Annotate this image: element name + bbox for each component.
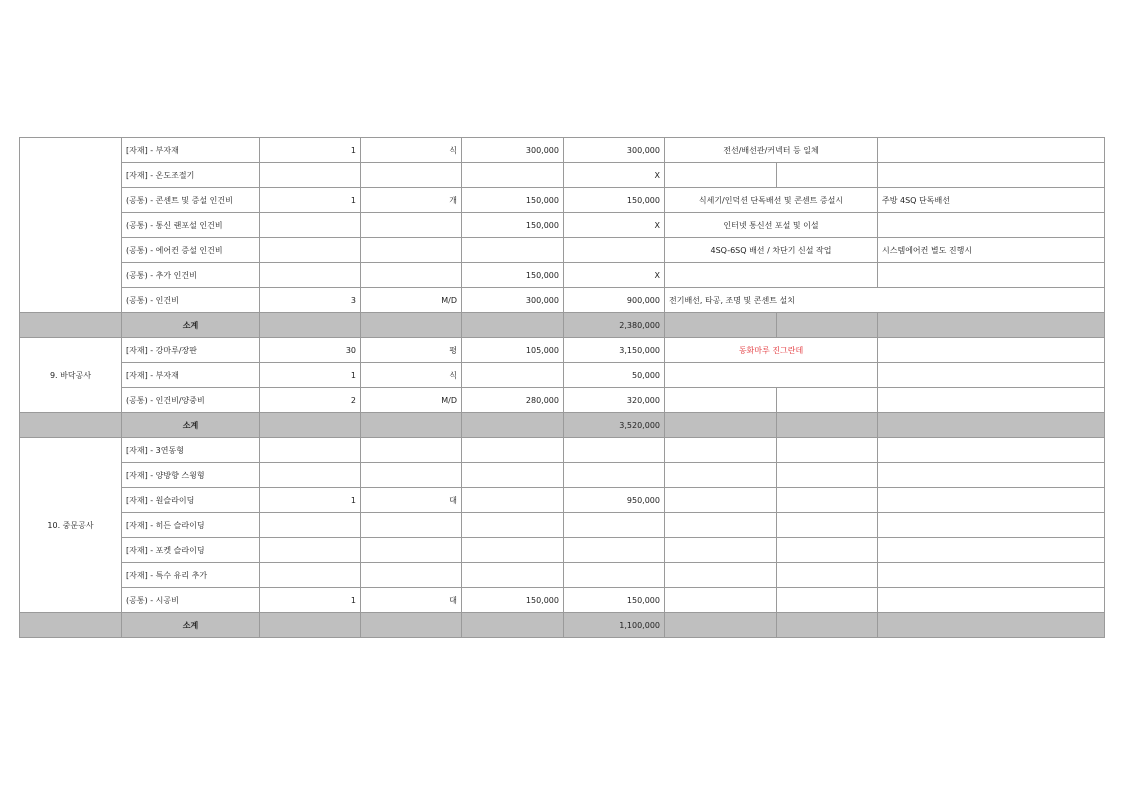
subtotal-blank-cell	[878, 313, 1105, 338]
subtotal-blank-cell	[665, 613, 777, 638]
amount-cell	[564, 238, 665, 263]
note-extra-cell	[777, 538, 878, 563]
unit-cell: 개	[361, 188, 462, 213]
note-extra-cell	[777, 513, 878, 538]
table-row	[20, 238, 1105, 263]
item-cell: [자재] - 양방향 스윙형	[122, 463, 260, 488]
qty-cell	[260, 263, 361, 288]
unit-cell	[361, 213, 462, 238]
note-cell	[665, 463, 777, 488]
amount-cell: 150,000	[564, 588, 665, 613]
unit-cell: 식	[361, 363, 462, 388]
unit-cell: 대	[361, 588, 462, 613]
remark-cell	[878, 438, 1105, 463]
note-cell	[665, 263, 878, 288]
qty-cell	[260, 438, 361, 463]
note-cell	[665, 588, 777, 613]
item-cell: (공통) - 인건비/양중비	[122, 388, 260, 413]
price-cell	[462, 563, 564, 588]
subtotal-blank-cell	[878, 613, 1105, 638]
remark-cell	[878, 588, 1105, 613]
unit-cell	[361, 513, 462, 538]
section-name-cell: 10. 중문공사	[20, 438, 122, 613]
note-cell	[665, 563, 777, 588]
table-row	[20, 463, 1105, 488]
item-cell: [자재] - 온도조절기	[122, 163, 260, 188]
qty-cell	[260, 513, 361, 538]
amount-cell: 50,000	[564, 363, 665, 388]
item-cell: [자재] - 포켓 슬라이딩	[122, 538, 260, 563]
subtotal-label: 소계	[122, 313, 260, 338]
amount-cell: 320,000	[564, 388, 665, 413]
subtotal-blank-cell	[260, 613, 361, 638]
subtotal-blank-cell	[361, 613, 462, 638]
amount-cell: 300,000	[564, 138, 665, 163]
remark-cell	[878, 213, 1105, 238]
subtotal-row	[20, 313, 1105, 338]
price-cell	[462, 538, 564, 563]
price-cell: 150,000	[462, 263, 564, 288]
price-cell	[462, 363, 564, 388]
subtotal-blank-cell	[777, 413, 878, 438]
price-cell: 300,000	[462, 288, 564, 313]
unit-cell: 식	[361, 138, 462, 163]
amount-cell	[564, 463, 665, 488]
note-extra-cell	[777, 463, 878, 488]
note-extra-cell	[777, 588, 878, 613]
qty-cell	[260, 213, 361, 238]
price-cell: 150,000	[462, 588, 564, 613]
item-cell: [자재] - 특수 유리 추가	[122, 563, 260, 588]
price-cell	[462, 488, 564, 513]
note-extra-cell	[777, 488, 878, 513]
subtotal-blank-cell	[462, 313, 564, 338]
note-extra-cell	[777, 438, 878, 463]
subtotal-amount: 1,100,000	[564, 613, 665, 638]
unit-cell	[361, 563, 462, 588]
remark-cell	[878, 388, 1105, 413]
table-row	[20, 213, 1105, 238]
price-cell	[462, 513, 564, 538]
note-cell	[665, 438, 777, 463]
item-cell: [자재] - 강마루/장판	[122, 338, 260, 363]
table-row	[20, 338, 1105, 363]
qty-cell: 2	[260, 388, 361, 413]
subtotal-blank-cell	[20, 613, 122, 638]
note-cell: 식세기/인덕션 단독배선 및 콘센트 증설시	[665, 188, 878, 213]
remark-cell	[878, 463, 1105, 488]
note-cell: 4SQ-6SQ 배선 / 차단기 신설 작업	[665, 238, 878, 263]
subtotal-blank-cell	[462, 413, 564, 438]
item-cell: (공통) - 인건비	[122, 288, 260, 313]
subtotal-blank-cell	[878, 413, 1105, 438]
section-name-cell	[20, 138, 122, 313]
amount-cell: 950,000	[564, 488, 665, 513]
note-extra-cell	[777, 163, 878, 188]
note-cell: 동화마루 진그란데	[665, 338, 878, 363]
note-cell	[665, 513, 777, 538]
table-row	[20, 538, 1105, 563]
item-cell: [자재] - 원슬라이딩	[122, 488, 260, 513]
price-cell: 300,000	[462, 138, 564, 163]
item-cell: (공통) - 에어컨 증설 인건비	[122, 238, 260, 263]
amount-cell: 150,000	[564, 188, 665, 213]
item-cell: (공통) - 추가 인건비	[122, 263, 260, 288]
subtotal-blank-cell	[260, 313, 361, 338]
qty-cell: 30	[260, 338, 361, 363]
subtotal-blank-cell	[361, 313, 462, 338]
remark-cell	[878, 538, 1105, 563]
remark-cell	[878, 263, 1105, 288]
subtotal-blank-cell	[462, 613, 564, 638]
price-cell: 150,000	[462, 213, 564, 238]
item-cell: [자재] - 부자재	[122, 363, 260, 388]
amount-cell	[564, 513, 665, 538]
qty-cell	[260, 563, 361, 588]
subtotal-blank-cell	[260, 413, 361, 438]
amount-cell	[564, 438, 665, 463]
qty-cell: 1	[260, 188, 361, 213]
amount-cell	[564, 538, 665, 563]
subtotal-amount: 3,520,000	[564, 413, 665, 438]
item-cell: [자재] - 3연동형	[122, 438, 260, 463]
item-cell: (공통) - 시공비	[122, 588, 260, 613]
table-row	[20, 188, 1105, 213]
note-cell	[665, 388, 777, 413]
remark-cell	[878, 513, 1105, 538]
unit-cell	[361, 438, 462, 463]
remark-cell	[878, 563, 1105, 588]
item-cell: (공통) - 통신 랜포설 인건비	[122, 213, 260, 238]
subtotal-blank-cell	[361, 413, 462, 438]
note-extra-cell	[777, 563, 878, 588]
remark-cell	[878, 363, 1105, 388]
subtotal-blank-cell	[777, 313, 878, 338]
note-cell: 인터넷 통신선 포설 및 이설	[665, 213, 878, 238]
price-cell	[462, 163, 564, 188]
price-cell	[462, 463, 564, 488]
unit-cell: M/D	[361, 288, 462, 313]
subtotal-blank-cell	[777, 613, 878, 638]
table-row	[20, 263, 1105, 288]
subtotal-amount: 2,380,000	[564, 313, 665, 338]
price-cell: 150,000	[462, 188, 564, 213]
item-cell: [자재] - 히든 슬라이딩	[122, 513, 260, 538]
table-row	[20, 363, 1105, 388]
price-cell	[462, 238, 564, 263]
amount-cell	[564, 563, 665, 588]
qty-cell	[260, 538, 361, 563]
note-extra-cell	[777, 388, 878, 413]
table-row	[20, 138, 1105, 163]
subtotal-blank-cell	[20, 413, 122, 438]
qty-cell	[260, 238, 361, 263]
remark-cell	[878, 488, 1105, 513]
unit-cell	[361, 538, 462, 563]
remark-cell	[878, 163, 1105, 188]
unit-cell: 평	[361, 338, 462, 363]
subtotal-row	[20, 613, 1105, 638]
subtotal-row	[20, 413, 1105, 438]
table-row	[20, 563, 1105, 588]
price-cell: 105,000	[462, 338, 564, 363]
price-cell	[462, 438, 564, 463]
qty-cell: 1	[260, 138, 361, 163]
qty-cell: 1	[260, 488, 361, 513]
unit-cell: 대	[361, 488, 462, 513]
subtotal-label: 소계	[122, 613, 260, 638]
table-row	[20, 288, 1105, 313]
unit-cell	[361, 463, 462, 488]
section-name-cell: 9. 바닥공사	[20, 338, 122, 413]
qty-cell: 3	[260, 288, 361, 313]
unit-cell: M/D	[361, 388, 462, 413]
qty-cell: 1	[260, 588, 361, 613]
remark-cell: 주방 4SQ 단독배선	[878, 188, 1105, 213]
amount-cell: 900,000	[564, 288, 665, 313]
item-cell: (공통) - 콘센트 및 증설 인건비	[122, 188, 260, 213]
remark-cell: 시스템에어컨 별도 진행시	[878, 238, 1105, 263]
amount-cell: X	[564, 163, 665, 188]
price-cell: 280,000	[462, 388, 564, 413]
qty-cell: 1	[260, 363, 361, 388]
remark-cell	[878, 138, 1105, 163]
unit-cell	[361, 238, 462, 263]
subtotal-blank-cell	[20, 313, 122, 338]
note-cell	[665, 538, 777, 563]
note-cell: 전선/배선관/커넥터 등 일체	[665, 138, 878, 163]
subtotal-blank-cell	[665, 413, 777, 438]
remark-cell	[878, 338, 1105, 363]
note-cell: 전기배선, 타공, 조명 및 콘센트 설치	[665, 288, 1105, 313]
subtotal-label: 소계	[122, 413, 260, 438]
note-cell	[665, 363, 878, 388]
note-cell	[665, 163, 777, 188]
table-row	[20, 513, 1105, 538]
unit-cell	[361, 163, 462, 188]
table-row	[20, 488, 1105, 513]
qty-cell	[260, 163, 361, 188]
estimate-table	[19, 137, 1105, 638]
table-row	[20, 588, 1105, 613]
amount-cell: X	[564, 213, 665, 238]
table-row	[20, 163, 1105, 188]
qty-cell	[260, 463, 361, 488]
subtotal-blank-cell	[665, 313, 777, 338]
table-row	[20, 388, 1105, 413]
item-cell: [자재] - 부자재	[122, 138, 260, 163]
table-row	[20, 438, 1105, 463]
note-cell	[665, 488, 777, 513]
amount-cell: 3,150,000	[564, 338, 665, 363]
amount-cell: X	[564, 263, 665, 288]
unit-cell	[361, 263, 462, 288]
